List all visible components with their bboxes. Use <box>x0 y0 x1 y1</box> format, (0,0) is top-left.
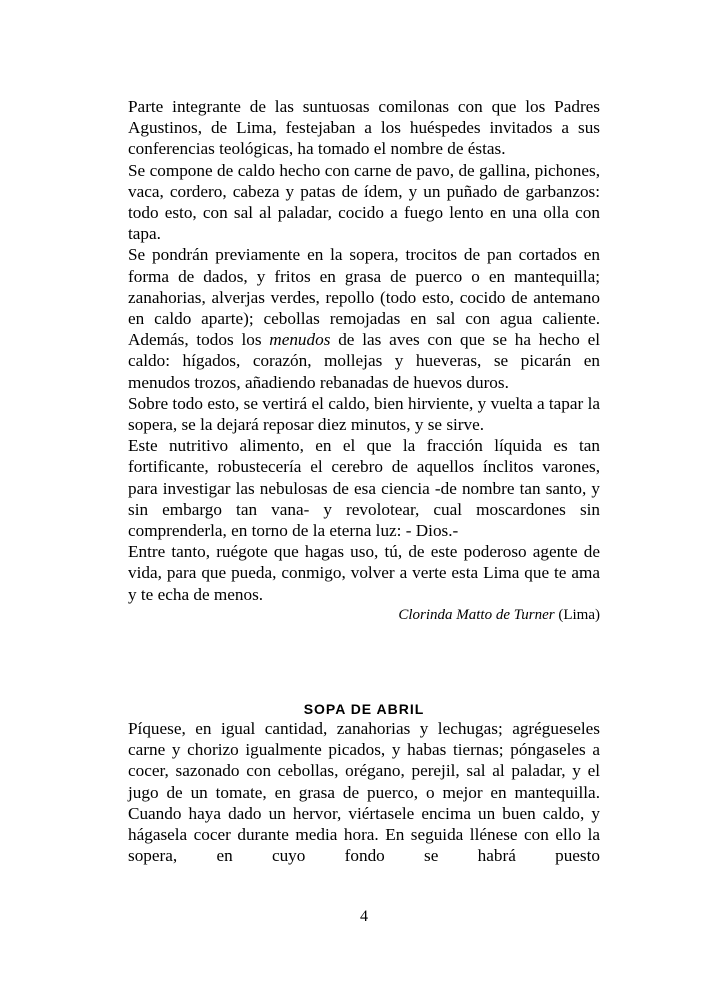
signature-place: (Lima) <box>558 606 600 623</box>
paragraph-serving: Sobre todo esto, se vertirá el caldo, bien hirviente, y vuelta a tapar la sopera, se la dejará reposar diez minutos, y se sirve. <box>128 393 600 435</box>
recipe-paragraph: Píquese, en igual cantidad, zanahorias y lechugas; agrégueseles carne y chorizo igualmente picados, y habas tiernas; póngaseles a cocer, sazonado con cebollas, orégano, perejil, sal al paladar, y el jugo de un tomate, en grasa de puerco, o mejor en mantequilla. Cuando haya dado un hervor, viértasele encima un buen caldo, y hágasela cocer durante media hora. En seguida llénese con ello la sopera, en cuyo fondo se habrá puesto <box>128 719 600 866</box>
paragraph-ingredients: Se compone de caldo hecho con carne de pavo, de gallina, pichones, vaca, cordero, cabeza y patas de ídem, y un puñado de garbanzos: todo esto, con sal al paladar, cocido a fuego lento en una olla con tapa. <box>128 160 600 244</box>
paragraph-closing: Entre tanto, ruégote que hagas uso, tú, de este poderoso agente de vida, para que pueda, conmigo, volver a verte esta Lima que te ama y te echa de menos. <box>128 542 600 604</box>
signature-author: Clorinda Matto de Turner <box>398 606 555 623</box>
paragraph-preparation-after: de las aves con que se ha hecho el caldo: hígados, corazón, mollejas y hueveras, se picarán en menudos trozos, añadiendo rebanadas de huevos duros. <box>128 330 600 392</box>
paragraph-preparation <box>128 244 600 392</box>
paragraph-origin: Parte integrante de las suntuosas comilonas con que los Padres Agustinos, de Lima, festejaban a los huéspedes invitados a sus conferencias teológicas, ha tomado el nombre de éstas. <box>128 97 600 159</box>
recipe-body <box>128 718 600 866</box>
menudos-emphasis: menudos <box>269 330 331 350</box>
paragraph-commentary: Este nutritivo alimento, en el que la fracción líquida es tan fortificante, robustecería el cerebro de aquellos ínclitos varones, para investigar las nebulosas de esa ciencia -de nombre tan santo, y sin embargo tan vana- y revolotear, cual moscardones sin comprenderla, en torno de la eterna luz: - Dios.- <box>128 436 600 541</box>
paragraph-preparation-before: Se pondrán previamente en la sopera, trocitos de pan cortados en forma de dados, y fritos en grasa de puerco o en mantequilla; zanahorias, alverjas verdes, repollo (todo esto, cocido de antemano en caldo aparte); cebollas remojadas en sal con agua caliente. Además, todos los <box>128 245 600 350</box>
signature <box>128 605 600 626</box>
page-number: 4 <box>360 908 368 925</box>
recipe-title: SOPA DE ABRIL <box>303 701 425 717</box>
page-content <box>128 96 600 866</box>
